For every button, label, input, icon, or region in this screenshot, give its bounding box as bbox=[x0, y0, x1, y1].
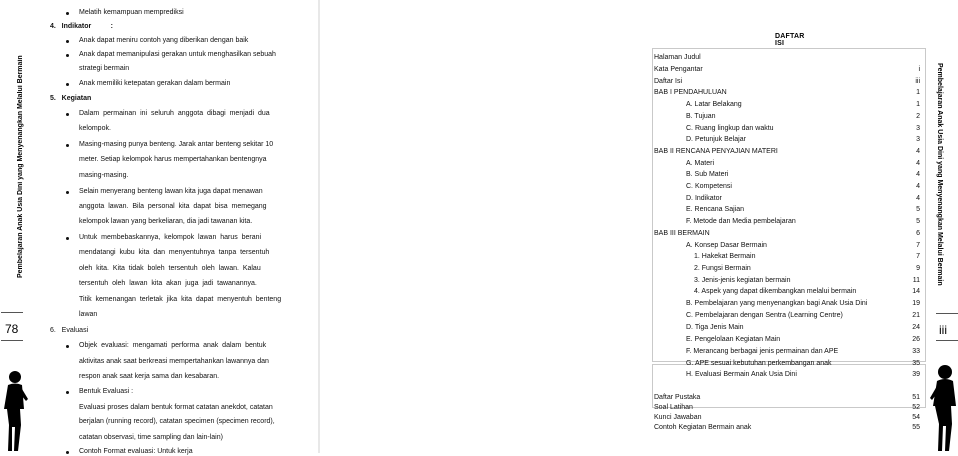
toc-page-number: 26 bbox=[912, 336, 920, 343]
body-line: Objek evaluasi: mengamati performa anak dalam bentuk bbox=[79, 342, 267, 349]
body-line: Anak memiliki ketepatan gerakan dalam bermain bbox=[79, 80, 231, 87]
body-line: oleh kita. Kita tidak boleh tersentuh oleh lawan. Kalau bbox=[79, 265, 261, 272]
toc-page-number: 24 bbox=[912, 324, 920, 331]
left-page-number: 78 bbox=[5, 322, 19, 336]
bullet-icon bbox=[66, 345, 69, 348]
body-line: kelompok. bbox=[79, 125, 111, 132]
right-page bbox=[320, 0, 947, 453]
toc-page-number: 55 bbox=[912, 424, 920, 431]
toc-page-number: 3 bbox=[916, 125, 920, 132]
bullet-icon bbox=[66, 113, 69, 116]
body-line: kelompok lawan yang berkeliaran, dia jadi tawanan kita. bbox=[79, 218, 253, 225]
section-heading: 4. Indikator : bbox=[50, 23, 114, 30]
toc-entry[interactable]: D. Petunjuk Belajar bbox=[686, 136, 746, 143]
body-line: anggota lawan. Bila personal kita dapat bisa memegang bbox=[79, 203, 267, 210]
toc-page-number: 4 bbox=[916, 148, 920, 155]
body-line: meter. Setiap kelompok harus mempertahankan bentengnya bbox=[79, 156, 267, 163]
left-side-title: Pembelajaran Anak Usia Dini yang Menyenangkan Melalui Bermain bbox=[17, 55, 24, 278]
toc-page-number: 9 bbox=[916, 265, 920, 272]
toc-entry[interactable]: G. APE sesuai kebutuhan perkembangan anak bbox=[686, 360, 832, 367]
body-line: catatan observasi, time sampling dan lain-lain) bbox=[79, 434, 223, 441]
toc-entry[interactable]: A. Materi bbox=[686, 160, 715, 167]
bullet-icon bbox=[66, 451, 69, 454]
right-side-title: Pembelajaran Anak Usia Dini yang Menyenangkan Melalui Bermain bbox=[936, 63, 943, 286]
toc-page-number: 21 bbox=[912, 312, 920, 319]
toc-entry[interactable]: 2. Fungsi Bermain bbox=[694, 265, 751, 272]
toc-page-number: 7 bbox=[916, 253, 920, 260]
toc-entry[interactable]: C. Pembelajaran dengan Sentra (Learning Centre) bbox=[686, 312, 843, 319]
child-silhouette-right-icon bbox=[930, 360, 958, 453]
body-line: Contoh Format evaluasi: Untuk kerja bbox=[79, 448, 193, 455]
body-line: lawan bbox=[79, 311, 98, 318]
toc-entry[interactable]: H. Evaluasi Bermain Anak Usia Dini bbox=[686, 371, 797, 378]
page-number-rule-top-right bbox=[936, 313, 958, 314]
body-line: berjalan (running record), catatan specimen (specimen record), bbox=[79, 418, 275, 425]
toc-page-number: 51 bbox=[912, 394, 920, 401]
toc-page-number: 3 bbox=[916, 136, 920, 143]
toc-entry[interactable]: 1. Hakekat Bermain bbox=[694, 253, 756, 260]
body-line: Bentuk Evaluasi : bbox=[79, 388, 134, 395]
toc-entry[interactable]: C. Ruang lingkup dan waktu bbox=[686, 125, 774, 132]
body-line: strategi bermain bbox=[79, 65, 130, 72]
toc-page-number: 2 bbox=[916, 113, 920, 120]
toc-page-number: 19 bbox=[912, 300, 920, 307]
toc-entry[interactable]: Kata Pengantar bbox=[654, 66, 703, 73]
toc-entry[interactable]: D. Tiga Jenis Main bbox=[686, 324, 744, 331]
toc-entry[interactable]: A. Latar Belakang bbox=[686, 101, 742, 108]
toc-page-number: 4 bbox=[916, 183, 920, 190]
toc-page-number: 39 bbox=[912, 371, 920, 378]
bullet-icon bbox=[66, 40, 69, 43]
body-line: Masing-masing punya benteng. Jarak antar benteng sekitar 10 bbox=[79, 141, 274, 148]
toc-title: DAFTAR ISI bbox=[775, 33, 805, 47]
toc-entry[interactable]: Kunci Jawaban bbox=[654, 414, 702, 421]
toc-entry[interactable]: D. Indikator bbox=[686, 195, 722, 202]
toc-entry[interactable]: BAB II RENCANA PENYAJIAN MATERI bbox=[654, 148, 778, 155]
toc-page-number: 4 bbox=[916, 171, 920, 178]
toc-page-number: 54 bbox=[912, 414, 920, 421]
toc-page-number: iii bbox=[915, 78, 920, 85]
bullet-icon bbox=[66, 54, 69, 57]
child-silhouette-left-icon bbox=[2, 365, 28, 453]
body-line: aktivitas anak saat berkreasi mempertahankan lawannya dan bbox=[79, 358, 269, 365]
body-line: Evaluasi proses dalam bentuk format catatan anekdot, catatan bbox=[79, 404, 273, 411]
toc-page-number: 4 bbox=[916, 195, 920, 202]
toc-entry[interactable]: 3. Jenis-jenis kegiatan bermain bbox=[694, 277, 791, 284]
body-line: Anak dapat memanipulasi gerakan untuk menghasilkan sebuah bbox=[79, 51, 276, 58]
toc-entry[interactable]: Contoh Kegiatan Bermain anak bbox=[654, 424, 752, 431]
toc-entry[interactable]: F. Metode dan Media pembelajaran bbox=[686, 218, 796, 225]
page-number-rule-bottom bbox=[1, 340, 23, 341]
toc-entry[interactable]: Halaman Judul bbox=[654, 54, 701, 61]
section-heading: 5. Kegiatan bbox=[50, 95, 92, 102]
toc-page-number: 11 bbox=[912, 277, 920, 284]
toc-page-number: 1 bbox=[916, 89, 920, 96]
body-line: Anak dapat meniru contoh yang diberikan dengan baik bbox=[79, 37, 249, 44]
toc-page-number: 4 bbox=[916, 160, 920, 167]
page-number-rule-top bbox=[1, 312, 23, 313]
body-line: Selain menyerang benteng lawan kita juga dapat menawan bbox=[79, 188, 263, 195]
toc-entry[interactable]: B. Sub Materi bbox=[686, 171, 729, 178]
toc-entry[interactable]: Daftar Pustaka bbox=[654, 394, 701, 401]
toc-page-number: 33 bbox=[912, 348, 920, 355]
right-page-number: iii bbox=[939, 323, 947, 337]
toc-entry[interactable]: BAB I PENDAHULUAN bbox=[654, 89, 727, 96]
toc-page-number: 5 bbox=[916, 206, 920, 213]
toc-entry[interactable]: B. Tujuan bbox=[686, 113, 716, 120]
body-line: Titik kemenangan terletak jika kita dapat menyentuh benteng bbox=[79, 296, 282, 303]
bullet-icon bbox=[66, 191, 69, 194]
toc-entry[interactable]: 4. Aspek yang dapat dikembangkan melalui bermain bbox=[694, 288, 857, 295]
page-number-rule-bottom-right bbox=[936, 340, 958, 341]
toc-entry[interactable]: BAB III BERMAIN bbox=[654, 230, 710, 237]
toc-page-number: 52 bbox=[912, 404, 920, 411]
toc-page-number: 35 bbox=[912, 360, 920, 367]
toc-page-number: 7 bbox=[916, 242, 920, 249]
body-line: respon anak saat kerja sama dan kesabaran. bbox=[79, 373, 220, 380]
left-page bbox=[0, 0, 318, 453]
bullet-icon bbox=[66, 144, 69, 147]
body-line: Melatih kemampuan memprediksi bbox=[79, 9, 184, 16]
section-heading: 6. Evaluasi bbox=[50, 327, 89, 334]
toc-entry[interactable]: E. Rencana Sajian bbox=[686, 206, 744, 213]
bullet-icon bbox=[66, 83, 69, 86]
toc-entry[interactable]: A. Konsep Dasar Bermain bbox=[686, 242, 767, 249]
toc-page-number: 14 bbox=[912, 288, 920, 295]
toc-entry[interactable]: Soal Latihan bbox=[654, 404, 693, 411]
toc-page-number: i bbox=[918, 66, 920, 73]
body-line: tersentuh oleh lawan kita akan juga jadi tawanannya. bbox=[79, 280, 257, 287]
body-line: mendatangi kubu kita dan menyentuhnya tanpa tersentuh bbox=[79, 249, 270, 256]
toc-entry[interactable]: E. Pengelolaan Kegiatan Main bbox=[686, 336, 781, 343]
toc-page-number: 5 bbox=[916, 218, 920, 225]
bullet-icon bbox=[66, 12, 69, 15]
toc-page-number: 1 bbox=[916, 101, 920, 108]
toc-entry[interactable]: B. Pembelajaran yang menyenangkan bagi Anak Usia Dini bbox=[686, 300, 868, 307]
body-line: Dalam permainan ini seluruh anggota dibagi menjadi dua bbox=[79, 110, 270, 117]
bullet-icon bbox=[66, 237, 69, 240]
toc-entry[interactable]: Daftar Isi bbox=[654, 78, 683, 85]
toc-entry[interactable]: C. Kompetensi bbox=[686, 183, 732, 190]
toc-entry[interactable]: F. Merancang berbagai jenis permainan dan APE bbox=[686, 348, 839, 355]
toc-page-number: 6 bbox=[916, 230, 920, 237]
body-line: Untuk membebaskannya, kelompok lawan harus berani bbox=[79, 234, 262, 241]
bullet-icon bbox=[66, 391, 69, 394]
body-line: masing-masing. bbox=[79, 172, 129, 179]
